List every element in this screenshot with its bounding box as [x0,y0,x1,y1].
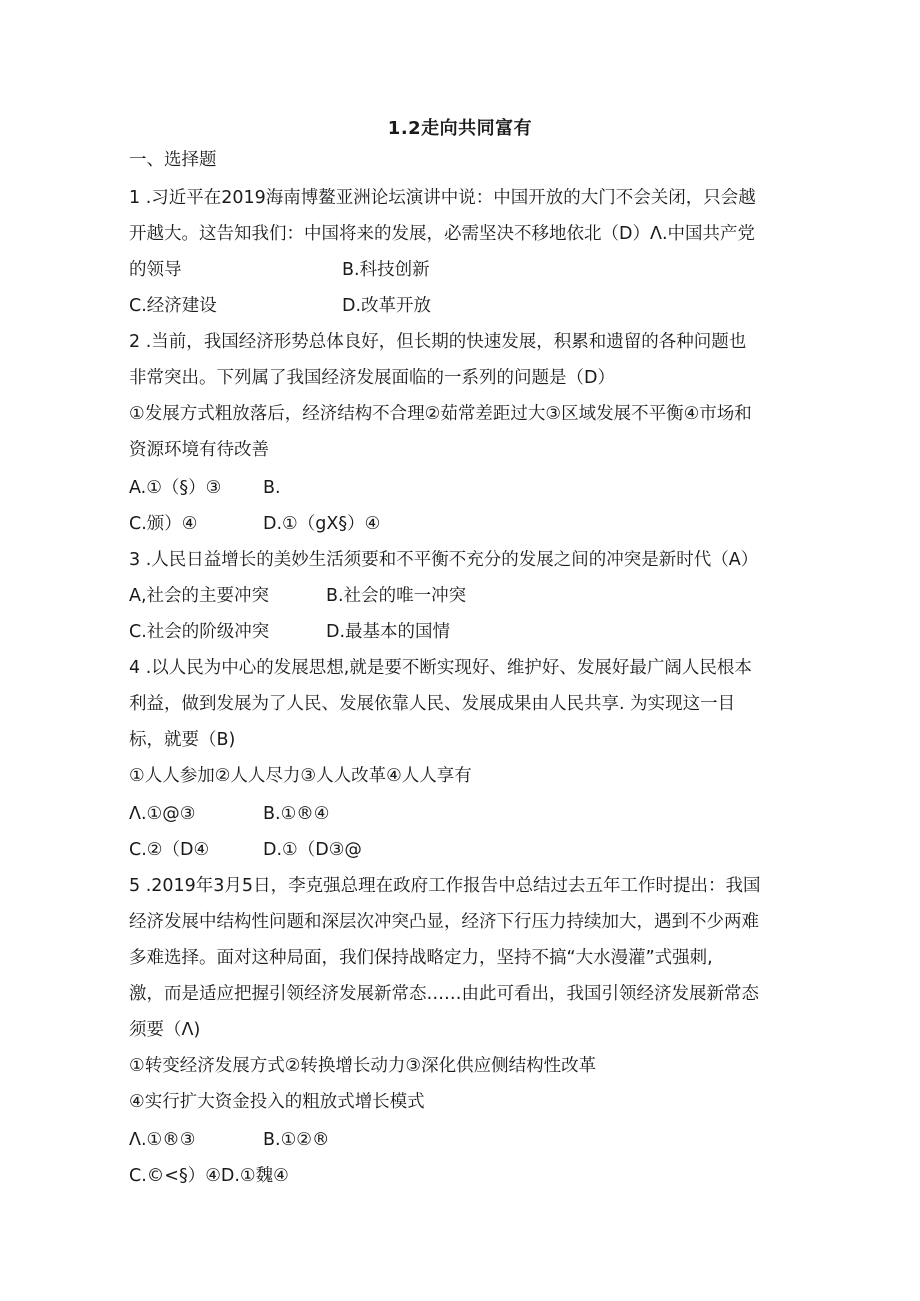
q4-stem-line-1: 4 .以人民为中心的发展思想,就是要不断实现好、维护好、发展好最广阔人民根本 [129,658,752,678]
q1-stem-line-2: 开越大。这告知我们：中国将来的发展，必需坚决不移地依北（D）Λ.中国共产党 [129,224,756,244]
q5-stem-line-5: 须要（Λ) [129,1020,201,1040]
q5-stem-line-7: ④实行扩大资金投入的粗放式增长模式 [129,1092,425,1112]
q3-option-c: C.社会的阶级冲突 [129,622,270,642]
q4-stem-line-4: ①人人参加②人人尽力③人人改革④人人享有 [129,766,472,786]
q2-option-a: A.①（§）③ [129,478,222,498]
q4-option-a: Λ.①@③ [129,804,196,824]
q4-option-b: B.①®④ [263,804,330,824]
q5-option-cd: C.©<§）④D.①魏④ [129,1166,289,1186]
q2-stem-line-4: 资源环境有待改善 [129,440,269,460]
q4-stem-line-3: 标，就要（B) [129,730,236,750]
q3-option-d: D.最基本的国情 [326,622,451,642]
q5-stem-line-2: 经济发展中结构性问题和深层次冲突凸显，经济下行压力持续加大，遇到不少两难 [129,912,759,932]
q2-option-d: D.①（gX§）④ [263,514,381,534]
q5-stem-line-3: 多难选择。面对这种局面，我们保持战略定力，坚持不搞“大水漫灌”式强刺, [129,948,713,968]
q2-stem-line-3: ①发展方式粗放落后，经济结构不合理②茹常差距过大③区域发展不平衡④市场和 [129,404,752,424]
q5-option-a: Λ.①®③ [129,1130,196,1150]
q3-option-b: B.社会的唯一冲突 [326,586,467,606]
q5-stem-line-6: ①转变经济发展方式②转换增长动力③深化供应侧结构性改革 [129,1056,597,1076]
q1-option-c: C.经济建设 [129,296,217,316]
q5-option-b: B.①②® [263,1130,330,1150]
q4-option-d: D.①（D③@ [263,840,362,860]
q1-option-d: D.改革开放 [342,296,432,316]
q5-stem-line-4: 激，而是适应把握引领经济发展新常态……由此可看出，我国引领经济发展新常态 [129,984,759,1004]
q3-option-a: A,社会的主要冲突 [129,586,270,606]
q2-option-c: C.颁）④ [129,514,198,534]
q3-stem-line-1: 3 .人民日益增长的美妙生活须要和不平衡不充分的发展之间的冲突是新时代（A） [129,550,759,570]
q2-stem-line-2: 非常突出。下列属了我国经济发展面临的一系列的问题是（D） [129,368,615,388]
q2-option-b: B. [263,478,281,498]
section-heading: 一、选择题 [129,150,217,170]
q5-stem-line-1: 5 .2019年3月5日，李克强总理在政府工作报告中总结过去五年工作时提出：我国 [129,876,761,896]
q1-option-b: B.科技创新 [342,260,430,280]
page-title: 1.2走向共同富有 [387,118,533,139]
q2-stem-line-1: 2 .当前，我国经济形势总体良好，但长期的快速发展，积累和遗留的各种问题也 [129,332,747,352]
q4-option-c: C.②（D④ [129,840,210,860]
q4-stem-line-2: 利益，做到发展为了人民、发展依靠人民、发展成果由人民共享. 为实现这一目 [129,694,736,714]
q1-stem-line-3: 的领导 [129,260,182,280]
q1-stem-line-1: 1 .习近平在2019海南博鳌亚洲论坛演讲中说：中国开放的大门不会关闭，只会越 [129,188,756,208]
